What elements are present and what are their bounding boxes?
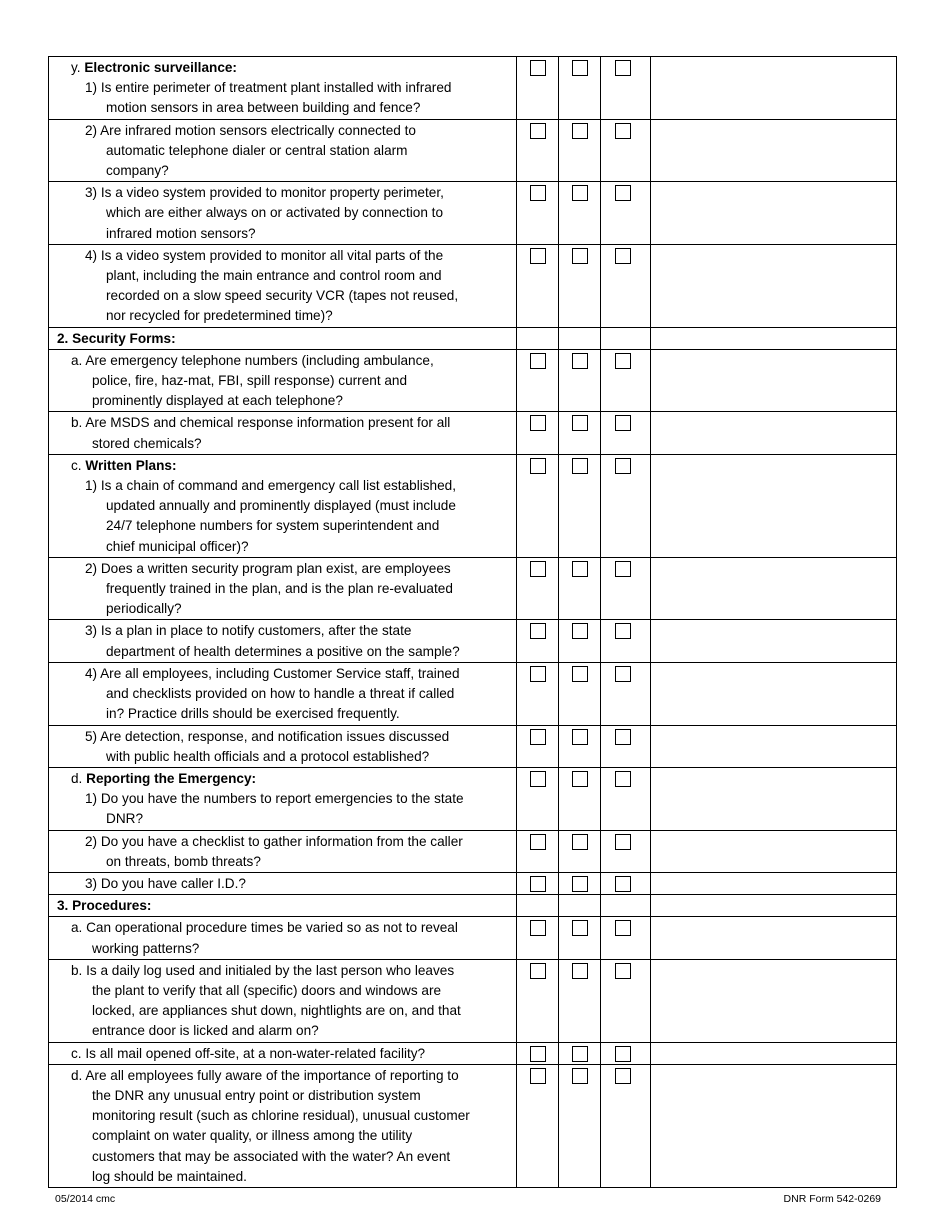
- checkbox-yes[interactable]: [530, 771, 546, 787]
- question-line: stored chemicals?: [92, 435, 202, 451]
- checkbox-no[interactable]: [572, 666, 588, 682]
- answer-cell-no: [559, 327, 601, 349]
- checkbox-yes[interactable]: [530, 876, 546, 892]
- question-row: [49, 1064, 897, 1187]
- question-line: updated annually and prominently displayed (must include: [106, 498, 456, 514]
- question-line: [57, 769, 510, 789]
- answer-cell-no: [559, 244, 601, 327]
- question-text-cell: [49, 725, 517, 767]
- checkbox-na[interactable]: [615, 60, 631, 76]
- question-line: locked, are appliances shut down, nightlights are on, and that: [92, 1003, 461, 1019]
- question-line: automatic telephone dialer or central station alarm: [106, 142, 408, 158]
- item-letter: y.: [71, 60, 85, 75]
- checkbox-no[interactable]: [572, 963, 588, 979]
- question-row: [49, 959, 897, 1042]
- checkbox-no[interactable]: [572, 185, 588, 201]
- checkbox-no[interactable]: [572, 876, 588, 892]
- answer-cell-na: [601, 725, 651, 767]
- answer-cell-no: [559, 119, 601, 182]
- question-line: working patterns?: [92, 940, 200, 956]
- checkbox-na[interactable]: [615, 623, 631, 639]
- question-line: company?: [106, 163, 169, 179]
- answer-cell-na: [601, 662, 651, 725]
- answer-cell-na: [601, 872, 651, 894]
- question-text-cell: [49, 557, 517, 620]
- subsection-title: Electronic surveillance:: [84, 60, 237, 75]
- comments-cell[interactable]: [651, 1042, 897, 1064]
- question-text-cell: [49, 454, 517, 557]
- question-text-cell: [49, 244, 517, 327]
- comments-cell[interactable]: [651, 767, 897, 830]
- checkbox-no[interactable]: [572, 623, 588, 639]
- question-row: [49, 349, 897, 412]
- answer-cell-no: [559, 620, 601, 662]
- comments-cell[interactable]: [651, 620, 897, 662]
- answer-cell-no: [559, 662, 601, 725]
- checkbox-no[interactable]: [572, 248, 588, 264]
- comments-cell[interactable]: [651, 872, 897, 894]
- checkbox-yes[interactable]: [530, 561, 546, 577]
- checkbox-yes[interactable]: [530, 666, 546, 682]
- answer-cell-yes: [517, 662, 559, 725]
- question-line: frequently trained in the plan, and is the plan re-evaluated: [106, 581, 453, 597]
- answer-cell-na: [601, 917, 651, 959]
- answer-cell-yes: [517, 917, 559, 959]
- question-line: complaint on water quality, or illness among the utility: [92, 1128, 413, 1144]
- item-letter: c.: [71, 457, 86, 473]
- answer-cell-no: [559, 349, 601, 412]
- checkbox-na[interactable]: [615, 666, 631, 682]
- checkbox-no[interactable]: [572, 771, 588, 787]
- question-row: [49, 830, 897, 872]
- comments-cell[interactable]: [651, 57, 897, 120]
- checkbox-na[interactable]: [615, 1046, 631, 1062]
- question-line: monitoring result (such as chlorine residual), unusual customer: [92, 1108, 470, 1124]
- question-row: [49, 57, 897, 120]
- answer-cell-yes: [517, 725, 559, 767]
- answer-cell-no: [559, 1064, 601, 1187]
- comments-cell[interactable]: [651, 895, 897, 917]
- question-line: 2) Are infrared motion sensors electrically connected to: [85, 122, 416, 138]
- answer-cell-no: [559, 454, 601, 557]
- question-line: motion sensors in area between building and fence?: [106, 100, 421, 116]
- footer-form-number: DNR Form 542-0269: [783, 1193, 881, 1205]
- question-row: [49, 119, 897, 182]
- question-line: 2) Does a written security program plan exist, are employees: [85, 560, 451, 576]
- question-line: 3) Is a video system provided to monitor property perimeter,: [85, 185, 444, 201]
- checkbox-no[interactable]: [572, 729, 588, 745]
- answer-cell-yes: [517, 57, 559, 120]
- checkbox-na[interactable]: [615, 248, 631, 264]
- question-line: d. Are all employees fully aware of the importance of reporting to: [71, 1067, 459, 1083]
- answer-cell-yes: [517, 412, 559, 454]
- checkbox-yes[interactable]: [530, 623, 546, 639]
- answer-cell-yes: [517, 182, 559, 245]
- question-text-cell: [49, 349, 517, 412]
- question-line: the plant to verify that all (specific) doors and windows are: [92, 982, 442, 998]
- answer-cell-yes: [517, 767, 559, 830]
- checkbox-no[interactable]: [572, 60, 588, 76]
- comments-cell[interactable]: [651, 725, 897, 767]
- question-text-cell: [49, 662, 517, 725]
- question-line: recorded on a slow speed security VCR (tapes not reused,: [106, 288, 459, 304]
- question-line: which are either always on or activated by connection to: [106, 205, 444, 221]
- question-text-cell: [49, 182, 517, 245]
- comments-cell[interactable]: [651, 412, 897, 454]
- comments-cell[interactable]: [651, 917, 897, 959]
- answer-cell-yes: [517, 620, 559, 662]
- question-text-cell: [49, 57, 517, 120]
- answer-cell-na: [601, 412, 651, 454]
- question-line: the DNR any unusual entry point or distribution system: [92, 1087, 421, 1103]
- comments-cell[interactable]: [651, 327, 897, 349]
- checkbox-no[interactable]: [572, 1068, 588, 1084]
- question-line: and checklists provided on how to handle a threat if called: [106, 686, 455, 702]
- answer-cell-na: [601, 349, 651, 412]
- answer-cell-no: [559, 182, 601, 245]
- checkbox-yes[interactable]: [530, 353, 546, 369]
- checkbox-na[interactable]: [615, 920, 631, 936]
- checkbox-na[interactable]: [615, 729, 631, 745]
- answer-cell-na: [601, 1042, 651, 1064]
- checkbox-no[interactable]: [572, 561, 588, 577]
- question-line: 3. Procedures:: [57, 898, 152, 914]
- checkbox-na[interactable]: [615, 353, 631, 369]
- checkbox-yes[interactable]: [530, 458, 546, 474]
- comments-cell[interactable]: [651, 959, 897, 1042]
- question-line: a. Are emergency telephone numbers (including ambulance,: [71, 352, 434, 368]
- answer-cell-no: [559, 412, 601, 454]
- answer-cell-no: [559, 830, 601, 872]
- question-row: [49, 662, 897, 725]
- checkbox-na[interactable]: [615, 1068, 631, 1084]
- question-line: prominently displayed at each telephone?: [92, 393, 343, 409]
- checkbox-yes[interactable]: [530, 729, 546, 745]
- checkbox-yes[interactable]: [530, 834, 546, 850]
- question-line: 4) Are all employees, including Customer Service staff, trained: [85, 665, 460, 681]
- answer-cell-na: [601, 830, 651, 872]
- answer-cell-no: [559, 767, 601, 830]
- question-line: on threats, bomb threats?: [106, 853, 261, 869]
- question-row: [49, 725, 897, 767]
- checkbox-na[interactable]: [615, 876, 631, 892]
- question-text-cell: [49, 872, 517, 894]
- question-line: 1) Is a chain of command and emergency call list established,: [85, 478, 456, 494]
- question-line: plant, including the main entrance and control room and: [106, 268, 442, 284]
- question-text-cell: [49, 1042, 517, 1064]
- question-line: chief municipal officer)?: [106, 538, 249, 554]
- item-letter: d.: [71, 770, 87, 786]
- question-row: [49, 412, 897, 454]
- question-line: 24/7 telephone numbers for system superintendent and: [106, 518, 440, 534]
- checkbox-no[interactable]: [572, 1046, 588, 1062]
- checkbox-yes[interactable]: [530, 248, 546, 264]
- answer-cell-yes: [517, 1042, 559, 1064]
- subsection-title: Reporting the Emergency:: [86, 770, 257, 786]
- answer-cell-no: [559, 895, 601, 917]
- question-text-cell: [49, 767, 517, 830]
- answer-cell-na: [601, 119, 651, 182]
- question-line: 2) Do you have a checklist to gather information from the caller: [85, 833, 463, 849]
- question-line: with public health officials and a protocol established?: [106, 748, 430, 764]
- comments-cell[interactable]: [651, 454, 897, 557]
- answer-cell-no: [559, 725, 601, 767]
- question-text-cell: [49, 119, 517, 182]
- checkbox-na[interactable]: [615, 123, 631, 139]
- comments-cell[interactable]: [651, 244, 897, 327]
- question-line: a. Can operational procedure times be varied so as not to reveal: [71, 920, 458, 936]
- question-line: 3) Is a plan in place to notify customers, after the state: [85, 623, 412, 639]
- answer-cell-na: [601, 244, 651, 327]
- answer-cell-na: [601, 620, 651, 662]
- checkbox-na[interactable]: [615, 415, 631, 431]
- section-header-row: [49, 327, 897, 349]
- checkbox-no[interactable]: [572, 123, 588, 139]
- answer-cell-yes: [517, 959, 559, 1042]
- question-row: [49, 182, 897, 245]
- section-title-cell: [49, 327, 517, 349]
- question-line: entrance door is licked and alarm on?: [92, 1023, 319, 1039]
- checkbox-no[interactable]: [572, 353, 588, 369]
- footer-date: 05/2014 cmc: [55, 1193, 116, 1205]
- question-row: [49, 917, 897, 959]
- answer-cell-no: [559, 917, 601, 959]
- checkbox-na[interactable]: [615, 963, 631, 979]
- question-line: periodically?: [106, 601, 182, 617]
- question-row: [49, 244, 897, 327]
- checkbox-no[interactable]: [572, 415, 588, 431]
- checklist-body: [49, 57, 897, 1188]
- checkbox-no[interactable]: [572, 458, 588, 474]
- checkbox-yes[interactable]: [530, 920, 546, 936]
- question-text-cell: [49, 1064, 517, 1187]
- answer-cell-na: [601, 1064, 651, 1187]
- answer-cell-na: [601, 895, 651, 917]
- comments-cell[interactable]: [651, 1064, 897, 1187]
- question-line: department of health determines a positive on the sample?: [106, 643, 460, 659]
- question-row: [49, 767, 897, 830]
- question-text-cell: [49, 830, 517, 872]
- question-line: 3) Do you have caller I.D.?: [85, 875, 246, 891]
- checkbox-no[interactable]: [572, 834, 588, 850]
- question-text-cell: [49, 412, 517, 454]
- answer-cell-no: [559, 557, 601, 620]
- question-row: [49, 454, 897, 557]
- question-row: [49, 620, 897, 662]
- answer-cell-na: [601, 959, 651, 1042]
- checkbox-na[interactable]: [615, 834, 631, 850]
- answer-cell-yes: [517, 244, 559, 327]
- question-line: [57, 58, 510, 78]
- answer-cell-yes: [517, 349, 559, 412]
- question-row: [49, 872, 897, 894]
- comments-cell[interactable]: [651, 662, 897, 725]
- answer-cell-na: [601, 454, 651, 557]
- comments-cell[interactable]: [651, 557, 897, 620]
- question-row: [49, 1042, 897, 1064]
- checkbox-yes[interactable]: [530, 963, 546, 979]
- answer-cell-yes: [517, 1064, 559, 1187]
- answer-cell-na: [601, 767, 651, 830]
- question-line: b. Is a daily log used and initialed by the last person who leaves: [71, 962, 455, 978]
- comments-cell[interactable]: [651, 349, 897, 412]
- section-header-row: [49, 895, 897, 917]
- question-line: 2. Security Forms:: [57, 330, 176, 346]
- checkbox-yes[interactable]: [530, 185, 546, 201]
- answer-cell-no: [559, 959, 601, 1042]
- answer-cell-yes: [517, 830, 559, 872]
- question-line: b. Are MSDS and chemical response information present for all: [71, 415, 451, 431]
- answer-cell-yes: [517, 557, 559, 620]
- section-title-cell: [49, 895, 517, 917]
- question-text-cell: [49, 620, 517, 662]
- comments-cell[interactable]: [651, 119, 897, 182]
- security-checklist-table: [48, 56, 897, 1188]
- answer-cell-yes: [517, 327, 559, 349]
- answer-cell-no: [559, 57, 601, 120]
- question-row: [49, 557, 897, 620]
- answer-cell-yes: [517, 895, 559, 917]
- comments-cell[interactable]: [651, 182, 897, 245]
- checkbox-yes[interactable]: [530, 60, 546, 76]
- checkbox-yes[interactable]: [530, 1046, 546, 1062]
- subsection-title: Written Plans:: [85, 457, 177, 473]
- question-line: log should be maintained.: [92, 1168, 247, 1184]
- question-line: 5) Are detection, response, and notification issues discussed: [85, 728, 450, 744]
- checkbox-yes[interactable]: [530, 1068, 546, 1084]
- checkbox-na[interactable]: [615, 561, 631, 577]
- question-line: [57, 456, 510, 476]
- checkbox-no[interactable]: [572, 920, 588, 936]
- question-text-cell: [49, 959, 517, 1042]
- answer-cell-na: [601, 327, 651, 349]
- question-line: police, fire, haz-mat, FBI, spill response) current and: [92, 373, 408, 389]
- checkbox-yes[interactable]: [530, 415, 546, 431]
- question-line: infrared motion sensors?: [106, 225, 256, 241]
- checkbox-na[interactable]: [615, 771, 631, 787]
- answer-cell-na: [601, 182, 651, 245]
- question-line: nor recycled for predetermined time)?: [106, 308, 333, 324]
- question-line: DNR?: [106, 811, 144, 827]
- question-line: customers that may be associated with the water? An event: [92, 1148, 451, 1164]
- answer-cell-yes: [517, 872, 559, 894]
- question-line: 1) Do you have the numbers to report emergencies to the state: [85, 791, 464, 807]
- answer-cell-yes: [517, 454, 559, 557]
- question-line: 4) Is a video system provided to monitor all vital parts of the: [85, 247, 444, 263]
- answer-cell-na: [601, 57, 651, 120]
- question-line: c. Is all mail opened off-site, at a non-water-related facility?: [71, 1045, 426, 1061]
- answer-cell-yes: [517, 119, 559, 182]
- question-line: in? Practice drills should be exercised frequently.: [106, 706, 400, 722]
- checkbox-na[interactable]: [615, 185, 631, 201]
- answer-cell-no: [559, 1042, 601, 1064]
- answer-cell-na: [601, 557, 651, 620]
- comments-cell[interactable]: [651, 830, 897, 872]
- answer-cell-no: [559, 872, 601, 894]
- question-line: 1) Is entire perimeter of treatment plant installed with infrared: [85, 80, 452, 96]
- checkbox-yes[interactable]: [530, 123, 546, 139]
- checkbox-na[interactable]: [615, 458, 631, 474]
- question-text-cell: [49, 917, 517, 959]
